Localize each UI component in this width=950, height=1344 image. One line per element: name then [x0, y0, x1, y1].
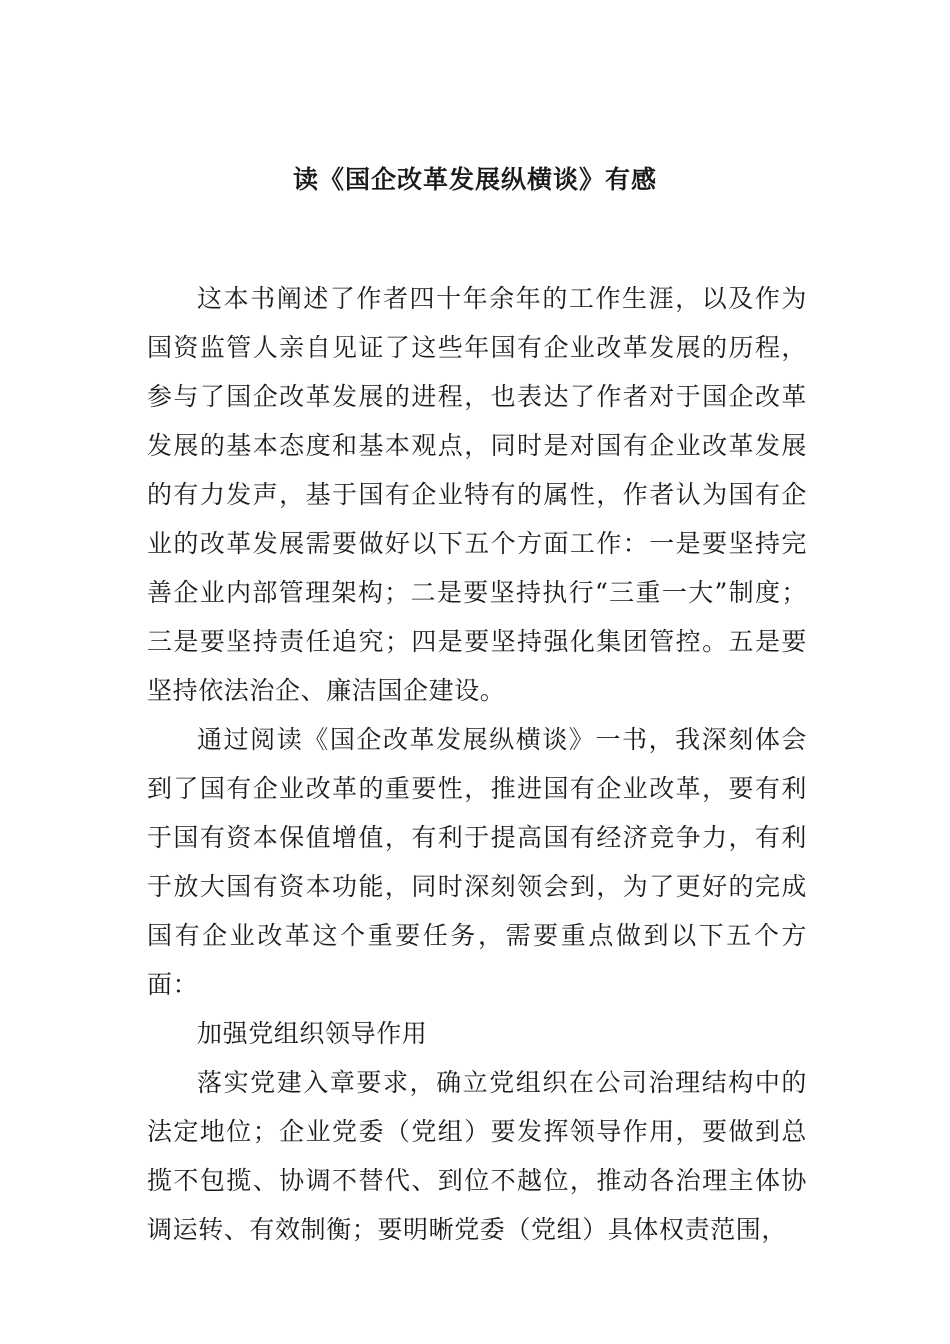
- paragraph-party-leadership: 落实党建入章要求，确立党组织在公司治理结构中的法定地位；企业党委（党组）要发挥领导作用，要做到总揽不包揽、协调不替代、到位不越位，推动各治理主体协调运转、有效制衡；要明晰党委（党组）具体权责范围，: [147, 1068, 807, 1244]
- document-title: 读《国企改革发展纵横谈》有感: [292, 165, 657, 194]
- paragraph-reading-reflection: 通过阅读《国企改革发展纵横谈》一书，我深刻体会到了国有企业改革的重要性，推进国有企业改革，要有利于国有资本保值增值，有利于提高国有经济竞争力，有利于放大国有资本功能，同时深刻领会到，为了更好的完成国有企业改革这个重要任务，需要重点做到以下五个方面：: [147, 725, 807, 999]
- section-heading-party-leadership: 加强党组织领导作用: [197, 1019, 428, 1048]
- paragraph-book-summary: 这本书阐述了作者四十年余年的工作生涯，以及作为国资监管人亲自见证了这些年国有企业改革发展的历程，参与了国企改革发展的进程，也表达了作者对于国企改革发展的基本态度和基本观点，同时是对国有企业改革发展的有力发声，基于国有企业特有的属性，作者认为国有企业的改革发展需要做好以下五个方面工作：一是要坚持完善企业内部管理架构；二是要坚持执行“三重一大”制度；三是要坚持责任追究；四是要坚持强化集团管控。五是要坚持依法治企、廉洁国企建设。: [147, 284, 807, 705]
- document-body: [147, 274, 807, 1254]
